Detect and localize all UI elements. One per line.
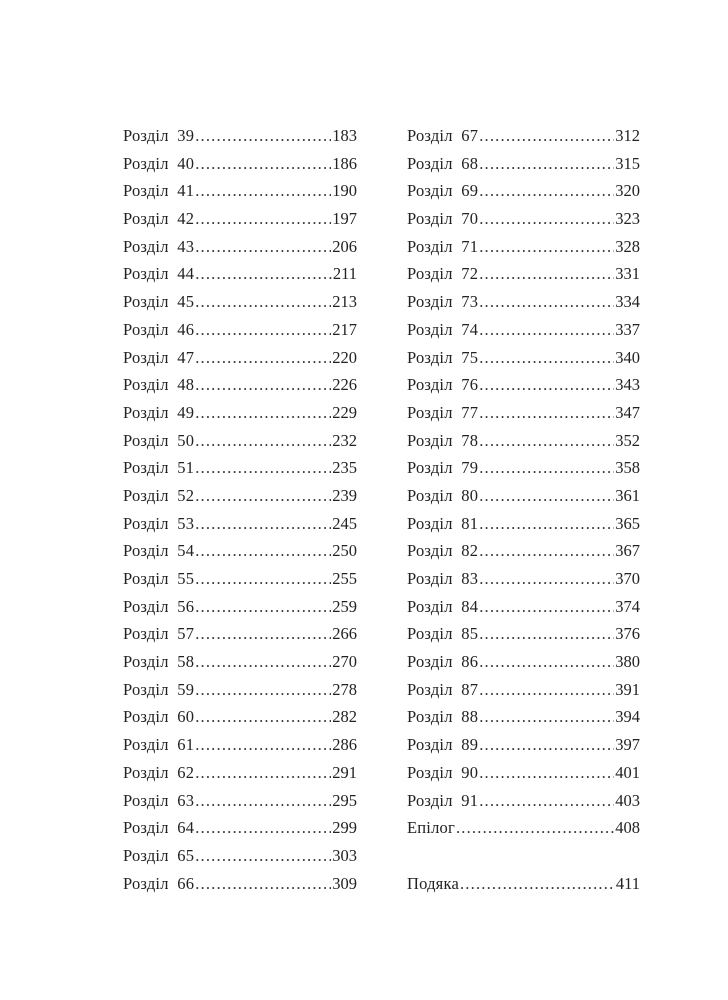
toc-dot-leader — [479, 703, 614, 731]
toc-entry — [123, 260, 357, 288]
toc-entry-label: Розділ 43 — [123, 236, 195, 256]
toc-entry — [123, 427, 357, 455]
toc-entry-label: Розділ 80 — [407, 485, 479, 505]
toc-dot-leader — [195, 731, 331, 759]
toc-entry-label: Розділ 89 — [407, 735, 479, 755]
toc-entry-label: Розділ 71 — [407, 236, 479, 256]
toc-dot-leader — [195, 150, 331, 178]
toc-dot-leader — [479, 537, 614, 565]
toc-entry-label: Розділ 64 — [123, 818, 195, 838]
toc-dot-leader — [195, 482, 331, 510]
toc-entry-page: 197 — [332, 209, 357, 229]
toc-dot-leader — [195, 399, 331, 427]
toc-entry-label: Розділ 74 — [407, 319, 479, 339]
toc-entry-label: Розділ 69 — [407, 181, 479, 201]
toc-dot-leader — [195, 814, 331, 842]
toc-entry-label: Розділ 91 — [407, 790, 479, 810]
toc-entry-label: Розділ 59 — [123, 679, 195, 699]
toc-entry-label: Розділ 41 — [123, 181, 195, 201]
toc-entry — [407, 648, 640, 676]
toc-entry — [123, 177, 357, 205]
toc-entry-label: Розділ 49 — [123, 402, 195, 422]
toc-entry-page: 361 — [615, 485, 640, 505]
toc-dot-leader — [479, 787, 614, 815]
toc-entry — [407, 454, 640, 482]
toc-entry-page: 206 — [332, 236, 357, 256]
toc-entry-label: Розділ 77 — [407, 402, 479, 422]
toc-dot-leader — [195, 787, 331, 815]
toc-entry-page: 259 — [332, 596, 357, 616]
toc-entry — [123, 371, 357, 399]
toc-entry — [407, 787, 640, 815]
toc-entry-label: Розділ 67 — [407, 126, 479, 145]
toc-entry — [123, 814, 357, 842]
toc-entry-label: Розділ 48 — [123, 375, 195, 395]
toc-entry-page: 340 — [615, 347, 640, 367]
toc-entry-label: Розділ 86 — [407, 652, 479, 672]
toc-entry — [123, 648, 357, 676]
toc-dot-leader — [479, 731, 614, 759]
toc-dot-leader — [479, 620, 614, 648]
toc-entry-page: 328 — [615, 236, 640, 256]
toc-dot-leader — [195, 233, 331, 261]
toc-entry — [407, 371, 640, 399]
toc-dot-leader — [479, 565, 614, 593]
toc-entry-label: Розділ 66 — [123, 873, 195, 893]
toc-entry — [123, 537, 357, 565]
toc-dot-leader — [195, 565, 331, 593]
toc-entry-page: 358 — [615, 458, 640, 478]
toc-entry — [407, 593, 640, 621]
toc-entry — [407, 122, 640, 150]
toc-entry-label: Розділ 61 — [123, 735, 195, 755]
toc-entry — [407, 814, 640, 842]
toc-entry — [407, 427, 640, 455]
toc-entry-label: Розділ 53 — [123, 513, 195, 533]
toc-entry-label: Розділ 40 — [123, 153, 195, 173]
toc-entry — [123, 122, 357, 150]
toc-entry-label: Розділ 79 — [407, 458, 479, 478]
toc-entry-page: 226 — [332, 375, 357, 395]
toc-dot-leader — [195, 260, 332, 288]
toc-dot-leader — [479, 122, 614, 150]
toc-entry-page: 403 — [615, 790, 640, 810]
toc-entry-page: 282 — [332, 707, 357, 727]
toc-dot-leader — [479, 344, 614, 372]
toc-dot-leader — [195, 537, 331, 565]
toc-entry-page: 408 — [615, 818, 640, 838]
toc-entry-page: 365 — [615, 513, 640, 533]
toc-dot-leader — [195, 648, 331, 676]
toc-entry — [123, 150, 357, 178]
toc-entry-label: Розділ 83 — [407, 569, 479, 588]
toc-entry-page: 331 — [615, 264, 640, 284]
toc-entry-page: 183 — [332, 126, 357, 145]
toc-entry-page: 347 — [615, 402, 640, 422]
toc-dot-leader — [456, 814, 614, 842]
toc-entry-label: Розділ 78 — [407, 430, 479, 450]
toc-entry-label: Розділ 73 — [407, 292, 479, 312]
toc-entry — [407, 260, 640, 288]
toc-entry — [407, 288, 640, 316]
toc-entry-page: 401 — [615, 762, 640, 782]
toc-entry-label: Розділ 65 — [123, 845, 195, 865]
toc-entry — [123, 676, 357, 704]
toc-entry-page: 374 — [615, 596, 640, 616]
toc-entry-page: 312 — [615, 126, 640, 145]
toc-entry-label: Розділ 70 — [407, 209, 479, 229]
toc-entry — [407, 233, 640, 261]
toc-entry-page: 343 — [615, 375, 640, 395]
toc-entry-label: Розділ 60 — [123, 707, 195, 727]
toc-dot-leader — [195, 510, 331, 538]
toc-entry-page: 217 — [332, 319, 357, 339]
toc-entry-label: Подяка — [407, 873, 459, 893]
toc-entry-page: 352 — [615, 430, 640, 450]
toc-dot-leader — [479, 260, 614, 288]
toc-entry-label: Розділ 75 — [407, 347, 479, 367]
toc-entry-label: Розділ 42 — [123, 209, 195, 229]
toc-dot-leader — [195, 427, 331, 455]
toc-entry-page: 309 — [332, 873, 357, 893]
toc-dot-leader — [195, 593, 331, 621]
toc-dot-leader — [479, 371, 614, 399]
toc-entry — [123, 593, 357, 621]
toc-entry-label: Розділ 62 — [123, 762, 195, 782]
toc-entry-page: 303 — [332, 845, 357, 865]
toc-entry-page: 250 — [332, 541, 357, 561]
toc-entry-page: 286 — [332, 735, 357, 755]
toc-dot-leader — [195, 344, 331, 372]
toc-entry-label: Розділ 63 — [123, 790, 195, 810]
toc-dot-leader — [479, 676, 614, 704]
toc-entry — [123, 233, 357, 261]
toc-entry-page: 376 — [615, 624, 640, 644]
toc-entry-page: 266 — [332, 624, 357, 644]
toc-entry — [407, 205, 640, 233]
toc-entry-label: Епілог — [407, 818, 455, 838]
toc-entry — [123, 316, 357, 344]
toc-entry-page: 380 — [615, 652, 640, 672]
toc-dot-leader — [479, 399, 614, 427]
toc-entry-page: 367 — [615, 541, 640, 561]
toc-dot-leader — [479, 205, 614, 233]
toc-entry — [123, 288, 357, 316]
toc-entry — [407, 177, 640, 205]
toc-spacer — [407, 842, 640, 870]
toc-entry-page: 291 — [332, 762, 357, 782]
toc-entry-label: Розділ 55 — [123, 569, 195, 588]
toc-dot-leader — [195, 870, 331, 898]
toc-dot-leader — [195, 620, 331, 648]
toc-entry-page: 370 — [615, 569, 640, 588]
toc-entry-page: 391 — [615, 679, 640, 699]
toc-entry-page: 220 — [332, 347, 357, 367]
toc-entry — [123, 703, 357, 731]
toc-entry-page: 255 — [332, 569, 357, 588]
toc-entry-page: 190 — [332, 181, 357, 201]
toc-entry — [123, 731, 357, 759]
toc-entry-page: 397 — [615, 735, 640, 755]
toc-dot-leader — [479, 593, 614, 621]
toc-dot-leader — [195, 177, 331, 205]
toc-entry-label: Розділ 84 — [407, 596, 479, 616]
toc-entry — [407, 510, 640, 538]
toc-entry-page: 239 — [332, 485, 357, 505]
toc-entry — [123, 565, 357, 593]
toc-entry-label: Розділ 50 — [123, 430, 195, 450]
toc-entry — [123, 759, 357, 787]
toc-entry — [123, 787, 357, 815]
toc-entry-page: 323 — [615, 209, 640, 229]
toc-entry — [123, 870, 357, 898]
toc-entry-page: 337 — [615, 319, 640, 339]
toc-dot-leader — [195, 316, 331, 344]
toc-entry — [407, 316, 640, 344]
toc-entry — [407, 482, 640, 510]
toc-entry-page: 295 — [332, 790, 357, 810]
toc-entry-label: Розділ 90 — [407, 762, 479, 782]
toc-entry-page: 394 — [615, 707, 640, 727]
toc-entry-label: Розділ 82 — [407, 541, 479, 561]
toc-entry-page: 232 — [332, 430, 357, 450]
toc-entry-page: 411 — [615, 873, 640, 893]
toc-entry — [123, 454, 357, 482]
toc-entry-page: 186 — [332, 153, 357, 173]
toc-entry-page: 299 — [332, 818, 357, 838]
toc-entry-label: Розділ 54 — [123, 541, 195, 561]
toc-entry-label: Розділ 51 — [123, 458, 195, 478]
toc-entry — [123, 399, 357, 427]
toc-entry — [407, 344, 640, 372]
toc-entry — [407, 759, 640, 787]
toc-entry — [407, 703, 640, 731]
toc-entry-page: 245 — [332, 513, 357, 533]
toc-dot-leader — [479, 177, 614, 205]
toc-entry-page: 235 — [332, 458, 357, 478]
toc-entry — [407, 537, 640, 565]
toc-entry — [123, 205, 357, 233]
toc-dot-leader — [479, 510, 614, 538]
toc-entry-label: Розділ 76 — [407, 375, 479, 395]
toc-entry-page: 229 — [332, 402, 357, 422]
toc-column-left — [123, 122, 357, 897]
toc-entry-label: Розділ 85 — [407, 624, 479, 644]
toc-entry-page: 278 — [332, 679, 357, 699]
toc-dot-leader — [479, 482, 614, 510]
toc-entry-page: 334 — [615, 292, 640, 312]
toc-entry-label: Розділ 68 — [407, 153, 479, 173]
toc-entry-label: Розділ 56 — [123, 596, 195, 616]
toc-entry — [123, 482, 357, 510]
toc-entry-label: Розділ 44 — [123, 264, 195, 284]
toc-dot-leader — [479, 288, 614, 316]
toc-entry — [407, 731, 640, 759]
toc-column-right — [407, 122, 640, 897]
toc-entry-label: Розділ 45 — [123, 292, 195, 312]
toc-entry-page: 211 — [332, 264, 357, 284]
toc-entry-page: 320 — [615, 181, 640, 201]
toc-entry-label: Розділ 47 — [123, 347, 195, 367]
toc-dot-leader — [460, 870, 615, 898]
toc-entry — [407, 565, 640, 593]
toc-entry — [123, 510, 357, 538]
toc-dot-leader — [195, 288, 331, 316]
toc-entry — [407, 676, 640, 704]
toc-dot-leader — [479, 316, 614, 344]
toc-dot-leader — [195, 371, 331, 399]
toc-entry — [407, 399, 640, 427]
toc-entry-label: Розділ 46 — [123, 319, 195, 339]
toc-dot-leader — [195, 703, 331, 731]
toc-dot-leader — [479, 648, 614, 676]
toc-dot-leader — [479, 427, 614, 455]
toc-entry-label: Розділ 58 — [123, 652, 195, 672]
toc-entry — [407, 620, 640, 648]
toc-entry-label: Розділ 52 — [123, 485, 195, 505]
toc-entry-page: 213 — [332, 292, 357, 312]
toc-dot-leader — [479, 150, 614, 178]
toc-entry-label: Розділ 39 — [123, 126, 195, 145]
toc-entry-label: Розділ 57 — [123, 624, 195, 644]
toc-dot-leader — [479, 233, 614, 261]
toc-dot-leader — [195, 759, 331, 787]
toc-entry-label: Розділ 88 — [407, 707, 479, 727]
toc-entry — [407, 150, 640, 178]
toc-dot-leader — [195, 122, 331, 150]
toc-dot-leader — [479, 454, 614, 482]
toc-entry — [123, 344, 357, 372]
toc-entry-label: Розділ 81 — [407, 513, 479, 533]
toc-entry — [407, 870, 640, 898]
toc-dot-leader — [195, 205, 331, 233]
toc-dot-leader — [195, 842, 331, 870]
toc-entry-page: 270 — [332, 652, 357, 672]
toc-dot-leader — [195, 454, 331, 482]
toc-dot-leader — [195, 676, 331, 704]
toc-entry-page: 315 — [615, 153, 640, 173]
toc-dot-leader — [479, 759, 614, 787]
toc-entry-label: Розділ 72 — [407, 264, 479, 284]
toc-entry — [123, 842, 357, 870]
toc-entry-label: Розділ 87 — [407, 679, 479, 699]
toc-entry — [123, 620, 357, 648]
